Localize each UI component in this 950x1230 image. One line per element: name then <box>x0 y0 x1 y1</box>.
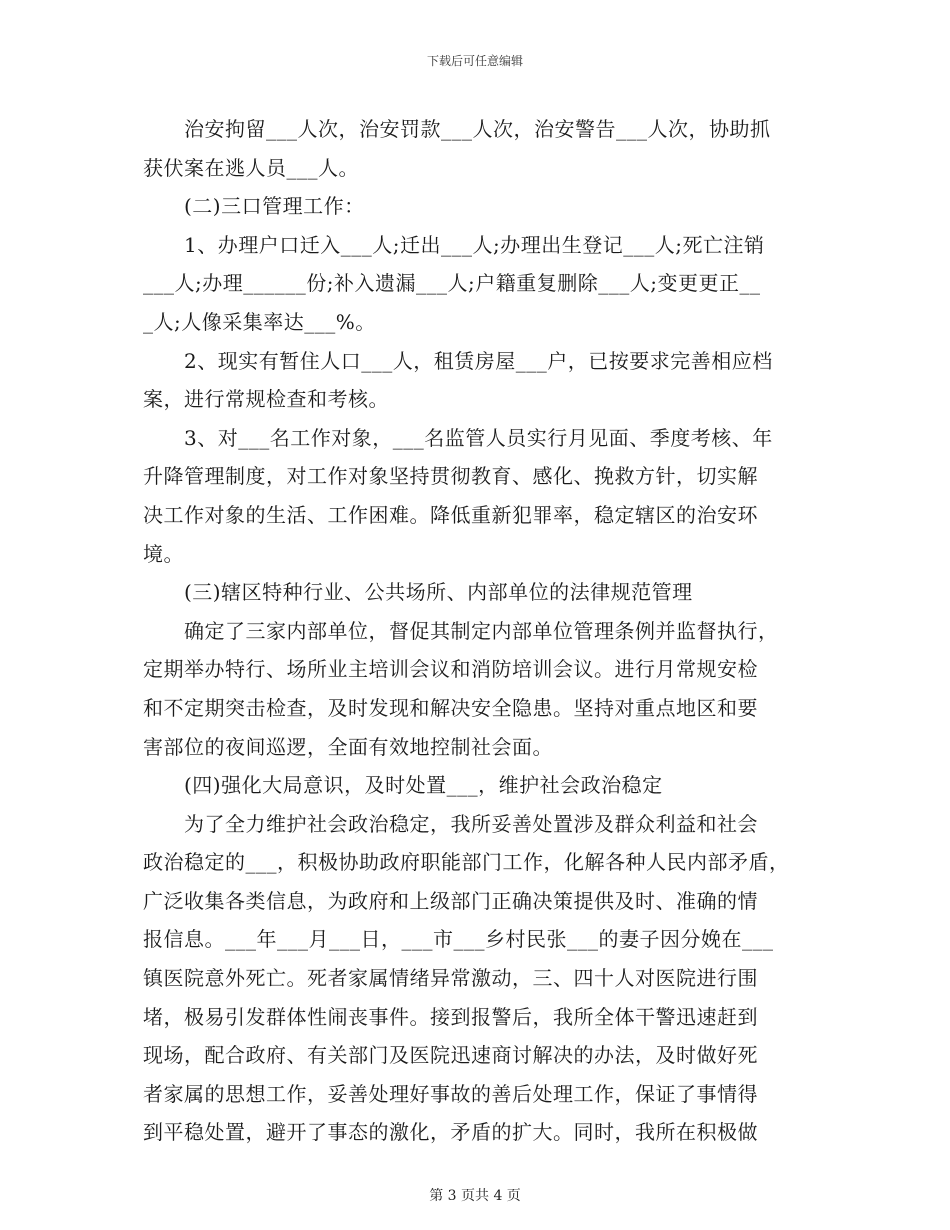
text-line: 报信息。___年___月___日，___市___乡村民张___的妻子因分娩在___ <box>143 927 774 952</box>
text-line: 定期举办特行、场所业主培训会议和消防培训会议。进行月常规安检 <box>143 657 758 682</box>
document-body <box>143 110 813 1152</box>
text-line: 堵，极易引发群体性闹丧事件。接到报警后，我所全体干警迅速赶到 <box>143 1004 758 1029</box>
text-line: 升降管理制度，对工作对象坚持贯彻教育、感化、挽救方针，切实解 <box>143 464 758 489</box>
text-line: _人;人像采集率达___%。 <box>143 309 376 334</box>
text-line: 确定了三家内部单位，督促其制定内部单位管理条例并监督执行， <box>143 618 779 643</box>
text-line: ___人;办理______份;补入遗漏___人;户籍重复删除___人;变更更正__ <box>143 271 761 296</box>
text-line: 者家属的思想工作，妥善处理好事故的善后处理工作，保证了事情得 <box>143 1081 758 1106</box>
section-heading: (三)辖区特种行业、公共场所、内部单位的法律规范管理 <box>143 580 693 605</box>
section-heading: (二)三口管理工作： <box>143 194 365 219</box>
page-footer: 第 3 页共 4 页 <box>429 1188 521 1204</box>
text-line: 案，进行常规检查和考核。 <box>143 387 389 412</box>
text-line: 获伏案在逃人员___人。 <box>143 155 359 180</box>
text-line: 境。 <box>143 541 184 566</box>
text-line: 决工作对象的生活、工作困难。降低重新犯罪率，稳定辖区的治安环 <box>143 502 758 527</box>
section-heading: (四)强化大局意识，及时处置___，维护社会政治稳定 <box>143 773 663 798</box>
text-line: 3、对___名工作对象，___名监管人员实行月见面、季度考核、年 <box>143 425 773 450</box>
text-line: 到平稳处置，避开了事态的激化，矛盾的扩大。同时，我所在积极做 <box>143 1120 758 1145</box>
text-line: 和不定期突击检查，及时发现和解决安全隐患。坚持对重点地区和要 <box>143 695 758 720</box>
text-line: 镇医院意外死亡。死者家属情绪异常激动，三、四十人对医院进行围 <box>143 966 758 991</box>
page-header: 下载后可任意编辑 <box>426 54 523 68</box>
text-line: 治安拘留___人次，治安罚款___人次，治安警告___人次，协助抓 <box>143 117 771 141</box>
text-line: 害部位的夜间巡逻，全面有效地控制社会面。 <box>143 734 553 759</box>
text-line: 为了全力维护社会政治稳定，我所妥善处置涉及群众利益和社会 <box>143 811 758 836</box>
text-line: 政治稳定的___，积极协助政府职能部门工作，化解各种人民内部矛盾， <box>143 850 790 875</box>
text-line: 1、办理户口迁入___人;迁出___人;办理出生登记___人;死亡注销 <box>143 232 765 257</box>
text-line: 2、现实有暂住人口___人，租赁房屋___户，已按要求完善相应档 <box>143 348 773 373</box>
text-line: 广泛收集各类信息，为政府和上级部门正确决策提供及时、准确的情 <box>143 888 758 913</box>
text-line: 现场，配合政府、有关部门及医院迅速商讨解决的办法，及时做好死 <box>143 1043 758 1068</box>
